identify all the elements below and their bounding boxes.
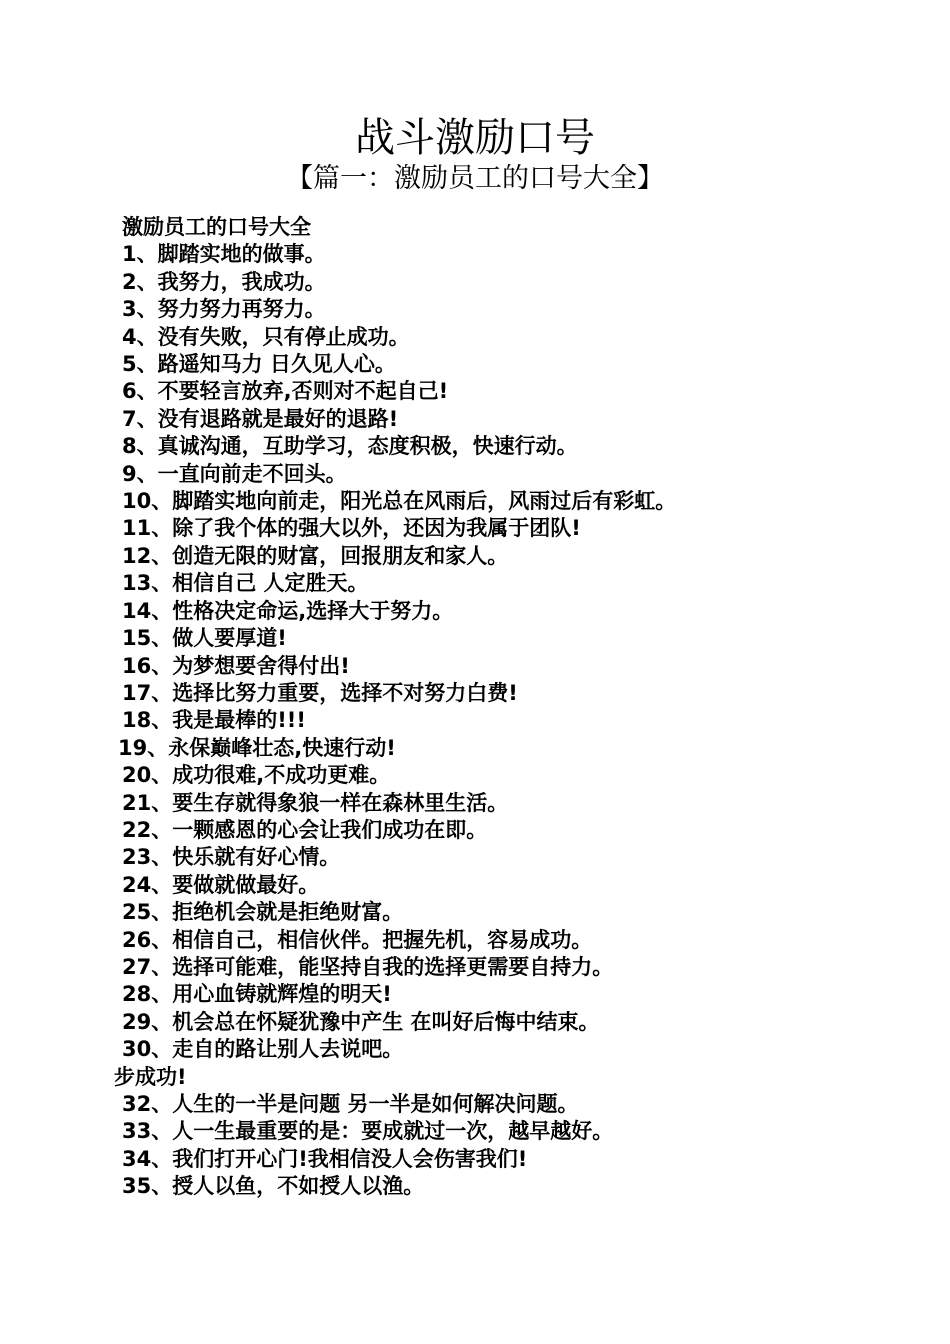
document-title: 战斗激励口号 [355,115,595,161]
list-item: 步成功! [114,1064,187,1089]
list-item: 32、人生的一半是问题 另一半是如何解决问题。 [122,1092,579,1116]
list-item: 33、人一生最重要的是：要成就过一次，越早越好。 [122,1119,614,1144]
list-item: 6、不要轻言放弃,否则对不起自己! [122,379,449,404]
list-item: 19、永保巅峰壮态,快速行动! [118,735,396,760]
list-item: 24、要做就做最好。 [122,872,320,897]
list-item: 30、走自的路让别人去说吧。 [122,1037,404,1062]
list-item: 25、拒绝机会就是拒绝财富。 [122,900,404,925]
list-item: 34、我们打开心门!我相信没人会伤害我们! [122,1146,528,1171]
list-item: 14、性格决定命运,选择大于努力。 [122,598,454,623]
list-item: 13、相信自己 人定胜天。 [122,571,369,596]
document-body [114,214,934,1201]
list-item: 11、除了我个体的强大以外，还因为我属于团队! [122,516,581,541]
document-subtitle: 【篇一：激励员工的口号大全】 [286,163,664,194]
list-item: 8、真诚沟通，互助学习，态度积极，快速行动。 [122,434,578,459]
list-item: 26、相信自己，相信伙伴。把握先机，容易成功。 [122,927,593,952]
list-item: 18、我是最棒的!!! [122,708,306,733]
list-item: 12、创造无限的财富，回报朋友和家人。 [122,543,509,568]
list-item: 22、一颗感恩的心会让我们成功在即。 [122,817,488,842]
section-heading: 激励员工的口号大全 [122,215,311,239]
slogan-list [114,241,934,1200]
list-item: 17、选择比努力重要，选择不对努力白费! [122,680,518,705]
list-item: 20、成功很难,不成功更难。 [122,763,391,788]
list-item: 28、用心血铸就辉煌的明天! [122,982,392,1007]
list-item: 15、做人要厚道! [122,626,287,651]
list-item: 21、要生存就得象狼一样在森林里生活。 [122,790,509,815]
list-item: 9、一直向前走不回头。 [122,461,347,486]
list-item: 23、快乐就有好心情。 [122,845,341,870]
list-item: 29、机会总在怀疑犹豫中产生 在叫好后悔中结束。 [122,1009,600,1034]
list-item: 16、为梦想要舍得付出! [122,653,350,678]
list-item: 10、脚踏实地向前走，阳光总在风雨后，风雨过后有彩虹。 [122,489,677,514]
list-item: 35、授人以鱼，不如授人以渔。 [122,1174,425,1199]
list-item: 5、路遥知马力 日久见人心。 [122,352,396,377]
list-item: 2、我努力，我成功。 [122,269,326,294]
list-item: 7、没有退路就是最好的退路! [122,406,399,431]
list-item: 3、努力努力再努力。 [122,297,326,322]
list-item: 4、没有失败，只有停止成功。 [122,324,410,349]
list-item: 27、选择可能难，能坚持自我的选择更需要自持力。 [122,954,614,979]
list-item: 1、脚踏实地的做事。 [122,242,326,267]
